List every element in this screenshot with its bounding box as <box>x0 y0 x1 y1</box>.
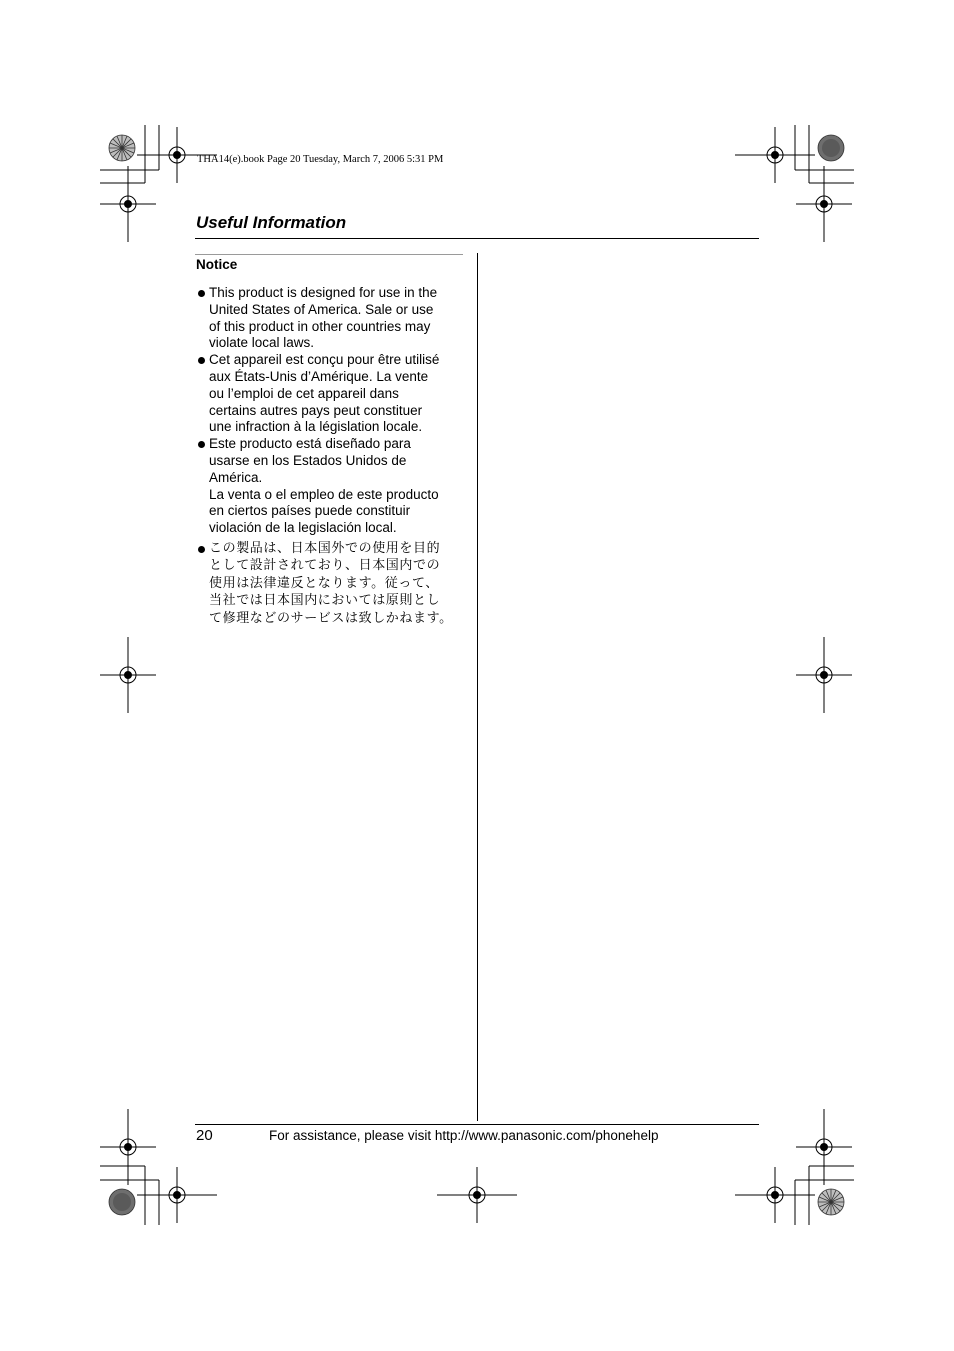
notice-heading: Notice <box>196 257 238 272</box>
section-title: Useful Information <box>196 213 347 232</box>
notice-text: This product is designed for use in the United States of America. Sale or use of this product in other countries may violate local laws. <box>209 285 438 351</box>
bullet-icon <box>198 546 205 553</box>
page-number: 20 <box>196 1127 213 1144</box>
notice-text: Cet appareil est conçu pour être utilisé aux États-Unis d’Amérique. La vente ou l’emploi de cet appareil dans certains autres pays peut constituer une infraction à la législation locale. <box>209 352 440 435</box>
bullet-icon <box>198 441 205 448</box>
notice-item-french <box>196 352 466 436</box>
assistance-text: For assistance, please visit http://www.panasonic.com/phonehelp <box>269 1128 659 1143</box>
bullet-icon <box>198 290 205 297</box>
notice-list <box>196 285 466 627</box>
notice-item-spanish <box>196 436 466 537</box>
notice-text: この製品は、日本国外での使用を目的 として設計されており、日本国内での 使用は法律違反となります。従って、 当社では日本国内においては原則とし て修理などのサービスは致しかねます。 <box>209 540 453 626</box>
bullet-icon <box>198 357 205 364</box>
column-rule <box>195 254 463 255</box>
notice-item-english <box>196 285 466 352</box>
notice-item-japanese <box>196 540 466 628</box>
header-rule <box>195 238 759 239</box>
notice-text: Este producto está diseñado para usarse en los Estados Unidos de América. La venta o el empleo de este producto en ciertos países puede constituir violación de la legislación local. <box>209 436 439 536</box>
file-header: THA14(e).book Page 20 Tuesday, March 7, 2006 5:31 PM <box>197 154 444 165</box>
footer-rule <box>195 1124 759 1125</box>
column-divider <box>477 253 478 1121</box>
